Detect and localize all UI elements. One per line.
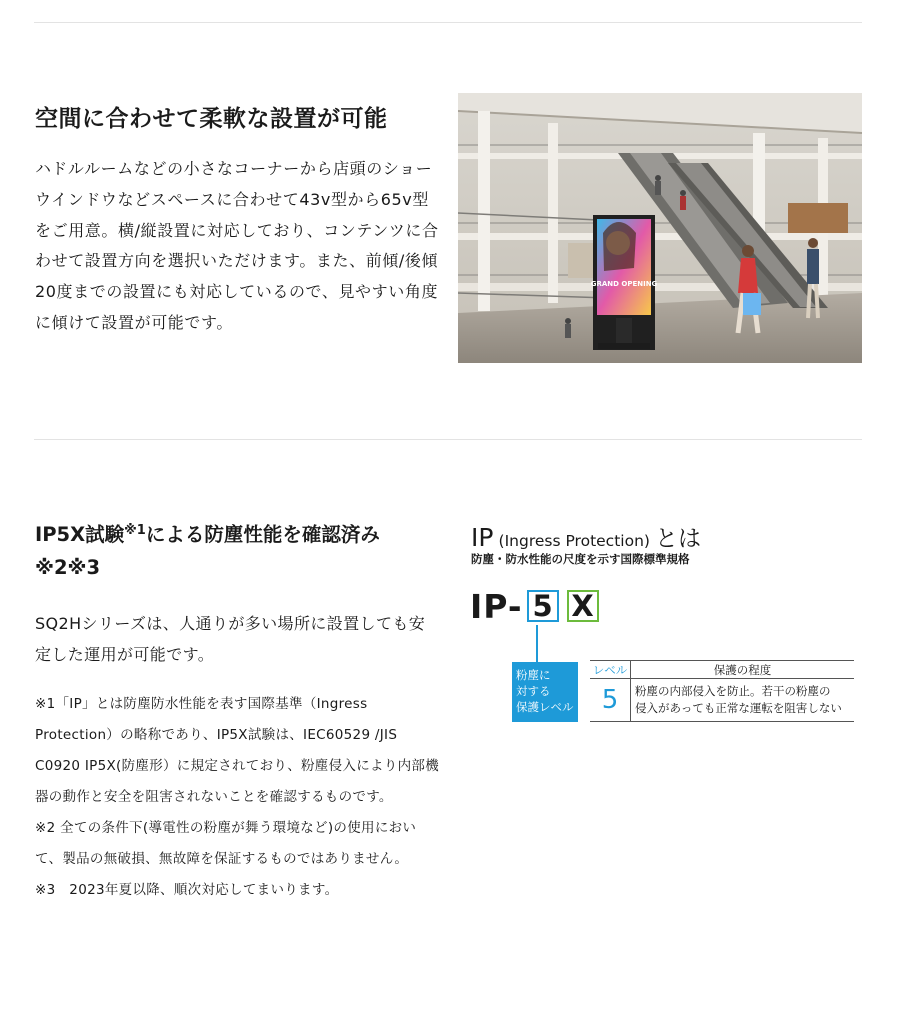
- section-divider: [34, 439, 862, 440]
- ip-connector-line: [536, 625, 538, 663]
- section2-notes: [35, 689, 440, 906]
- dust-label-line-1: 粉塵に: [516, 668, 551, 682]
- section2-body: SQ2Hシリーズは、人通りが多い場所に設置しても安定した運用が可能です。: [35, 614, 426, 664]
- section2-title-line2: ※2※3: [35, 556, 101, 579]
- ip-digit-dust: 5: [527, 590, 559, 622]
- dust-label-line-2: 対する: [516, 684, 551, 698]
- ip-description: 防塵・防水性能の尺度を示す国際標準規格: [471, 552, 690, 566]
- note-2: ※2 全ての条件下(導電性の粉塵が舞う環境など)の使用において、製品の無破損、無故障を保証するものではありません。: [35, 820, 417, 867]
- ip-table-header-degree: 保護の程度: [713, 662, 772, 677]
- signage-text: GRAND OPENING: [590, 280, 658, 288]
- ip-table-desc-line-1: 粉塵の内部侵入を防止。若干の粉塵の: [635, 684, 831, 698]
- dust-label-line-3: 保護レベル: [516, 700, 574, 714]
- ip-code-prefix: IP-: [470, 586, 523, 626]
- ip-heading-ip: IP: [471, 523, 494, 552]
- ip-heading-sub: (Ingress Protection): [498, 532, 650, 550]
- ip-table-row: [590, 679, 854, 722]
- ip-table-desc-line-2: 侵入があっても正常な運転を阻害しない: [635, 701, 842, 715]
- dust-protection-label: [512, 662, 578, 722]
- ip-table-level: 5: [590, 679, 631, 721]
- section1-body: ハドルルームなどの小さなコーナーから店頭のショーウインドウなどスペースに合わせて43v型から65v型をご用意。横/縦設置に対応しており、コンテンツに合わせて設置方向を選択いただけます。また、前傾/後傾20度までの設置にも対応しているので、見やすい角度に傾けて設置が可能です。: [35, 159, 439, 332]
- section2-title-main: IP5X試験: [35, 523, 125, 546]
- ip-heading: [471, 520, 701, 553]
- ip-level-table: [590, 660, 854, 722]
- top-divider: [34, 22, 862, 23]
- section2-title-footnote: ※1: [124, 523, 146, 538]
- mall-signage-photo: [458, 93, 862, 363]
- ip-table-header-level: レベル: [590, 661, 631, 678]
- ip-table-description: [631, 683, 854, 717]
- ip-code: [470, 585, 599, 627]
- section2-title: [35, 518, 445, 584]
- ip-heading-toha: とは: [655, 526, 702, 552]
- note-3: ※3 2023年夏以降、順次対応してまいります。: [35, 882, 339, 898]
- note-1: ※1「IP」とは防塵防水性能を表す国際基準（Ingress Protection）の略称であり、IP5X試験は、IEC60529 /JIS C0920 IP5X(防塵形）に規定されており、粉塵侵入により内部機器の動作と安全を阻害されないことを確認するものです。: [35, 696, 439, 805]
- section1-title: 空間に合わせて柔軟な設置が可能: [35, 106, 388, 132]
- ip-digit-water: X: [567, 590, 599, 622]
- ip-table-header: [590, 660, 854, 679]
- section2-title-rest: による防塵性能を確認済み: [145, 523, 380, 546]
